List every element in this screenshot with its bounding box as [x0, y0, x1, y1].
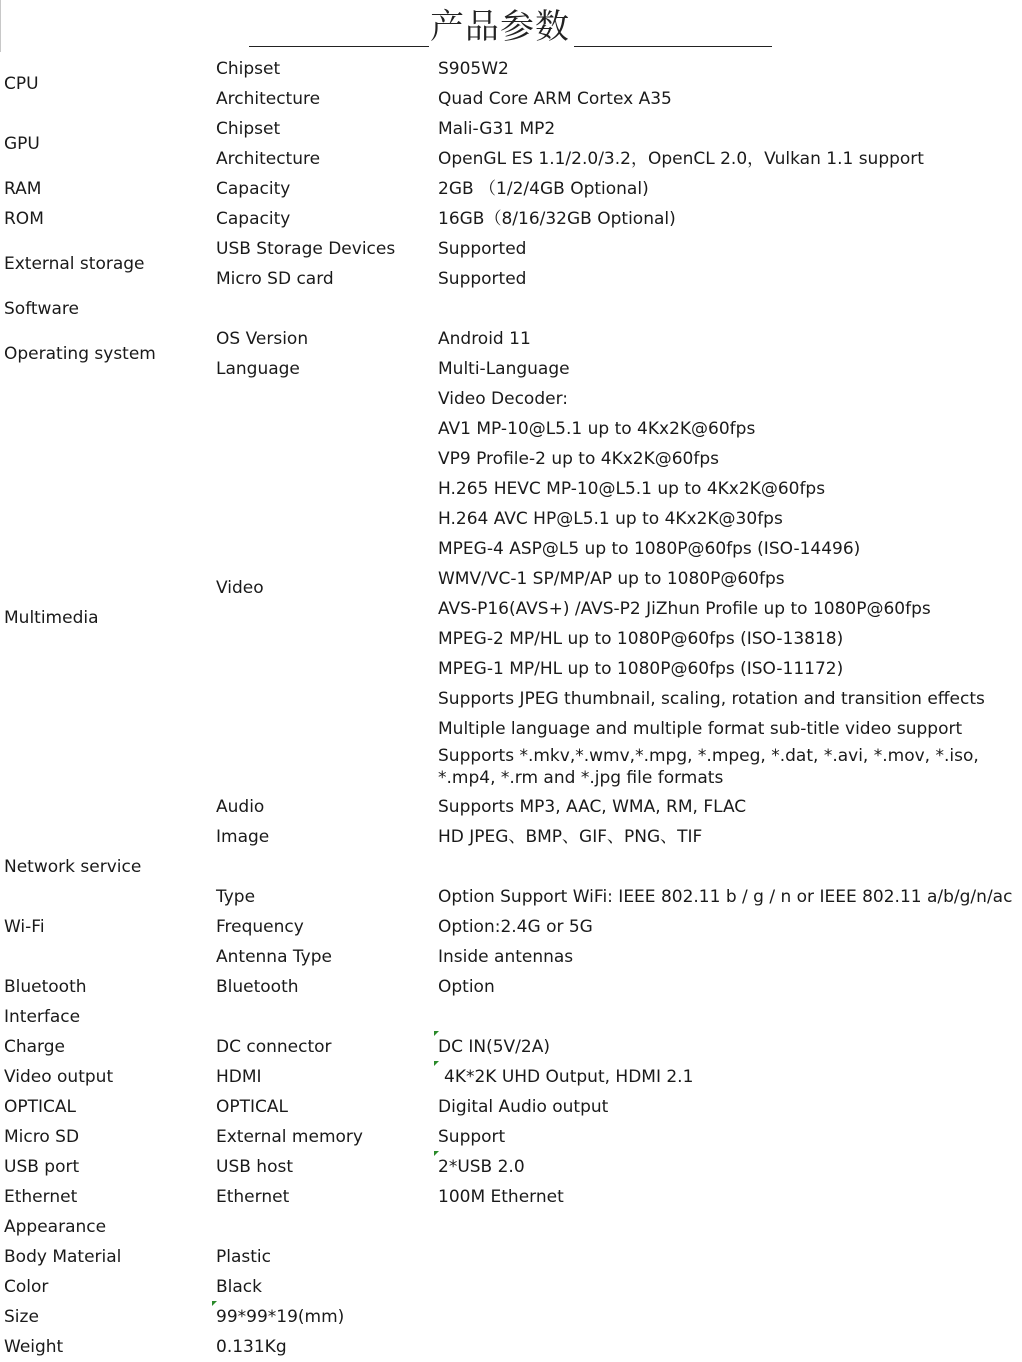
- category-cpu: CPU: [4, 74, 39, 94]
- spec-label: Image: [216, 827, 270, 847]
- table-row: [0, 1062, 1022, 1092]
- spec-category: Network service: [4, 857, 142, 877]
- table-row: [0, 1272, 1022, 1302]
- spec-value: Mali-G31 MP2: [438, 119, 556, 139]
- table-row: [0, 114, 1022, 144]
- spec-value: 2*USB 2.0: [438, 1157, 525, 1177]
- cell-comment-marker: [434, 1031, 439, 1036]
- table-row: [0, 144, 1022, 174]
- page-header: [0, 0, 1022, 56]
- spec-label: USB host: [216, 1157, 293, 1177]
- spec-category: Video output: [4, 1067, 114, 1087]
- table-row: [0, 1302, 1022, 1332]
- spec-label: Bluetooth: [216, 977, 299, 997]
- video-formats: Supports *.mkv,*.wmv,*.mpg, *.mpeg, *.dat, *.avi, *.mov, *.iso, *.mp4, *.rm and *.jpg file formats: [438, 746, 979, 788]
- table-row: [0, 822, 1022, 852]
- spec-category: Micro SD: [4, 1127, 80, 1147]
- spec-label: HDMI: [216, 1067, 262, 1087]
- spec-label: Capacity: [216, 179, 291, 199]
- table-row: [0, 204, 1022, 234]
- video-line: [0, 654, 1022, 684]
- spec-label: Capacity: [216, 209, 291, 229]
- table-row: [0, 1242, 1022, 1272]
- table-row: [0, 942, 1022, 972]
- spec-value: Quad Core ARM Cortex A35: [438, 89, 672, 109]
- category-external-storage: External storage: [4, 254, 145, 274]
- spec-label: Chipset: [216, 59, 281, 79]
- video-line: [0, 624, 1022, 654]
- spec-label: Antenna Type: [216, 947, 332, 967]
- spec-label: DC connector: [216, 1037, 332, 1057]
- title-underline-right: [574, 46, 772, 47]
- table-row: [0, 294, 1022, 324]
- table-row: [0, 84, 1022, 114]
- spec-category: Body Material: [4, 1247, 122, 1267]
- spec-category: Color: [4, 1277, 49, 1297]
- spec-value: MPEG-2 MP/HL up to 1080P@60fps (ISO-13818): [438, 629, 844, 649]
- spec-value: Supported: [438, 239, 527, 259]
- table-row: [0, 1122, 1022, 1152]
- spec-category: Ethernet: [4, 1187, 78, 1207]
- table-row: [0, 264, 1022, 294]
- spec-value: MPEG-1 MP/HL up to 1080P@60fps (ISO-11172): [438, 659, 844, 679]
- video-line: [0, 444, 1022, 474]
- spec-value: Video Decoder:: [438, 389, 568, 409]
- spec-value: Multi-Language: [438, 359, 570, 379]
- spec-value: WMV/VC-1 SP/MP/AP up to 1080P@60fps: [438, 569, 785, 589]
- spec-value: DC IN(5V/2A): [438, 1037, 550, 1057]
- category-gpu: GPU: [4, 134, 40, 154]
- video-line: [0, 504, 1022, 534]
- spec-label: Architecture: [216, 149, 321, 169]
- spec-label: Frequency: [216, 917, 304, 937]
- video-label: Video: [216, 578, 264, 598]
- spec-value: 2GB （1/2/4GB Optional): [438, 179, 649, 199]
- spec-label: OPTICAL: [216, 1097, 289, 1117]
- spec-value: H.265 HEVC MP-10@L5.1 up to 4Kx2K@60fps: [438, 479, 826, 499]
- spec-category: Charge: [4, 1037, 66, 1057]
- category-wifi: Wi-Fi: [4, 917, 45, 937]
- cell-comment-marker: [434, 1151, 439, 1156]
- spec-category: RAM: [4, 179, 42, 199]
- spec-value: VP9 Profile-2 up to 4Kx2K@60fps: [438, 449, 720, 469]
- spec-label: Ethernet: [216, 1187, 290, 1207]
- spec-label: Audio: [216, 797, 265, 817]
- spec-value: Supports JPEG thumbnail, scaling, rotation and transition effects: [438, 689, 985, 709]
- table-row: [0, 1092, 1022, 1122]
- spec-label: Micro SD card: [216, 269, 334, 289]
- spec-value: 100M Ethernet: [438, 1187, 564, 1207]
- spec-value: Support: [438, 1127, 506, 1147]
- spec-value: Inside antennas: [438, 947, 574, 967]
- table-row: [0, 1152, 1022, 1182]
- spec-value: OpenGL ES 1.1/2.0/3.2，OpenCL 2.0，Vulkan 1.1 support: [438, 149, 924, 169]
- spec-value: HD JPEG、BMP、GIF、PNG、TIF: [438, 827, 703, 847]
- spec-value: Supports MP3, AAC, WMA, RM, FLAC: [438, 797, 747, 817]
- table-row: [0, 1002, 1022, 1032]
- spec-label: USB Storage Devices: [216, 239, 396, 259]
- spec-value: Supported: [438, 269, 527, 289]
- page-title: 产品参数: [430, 7, 570, 47]
- spec-value: MPEG-4 ASP@L5 up to 1080P@60fps (ISO-14496): [438, 539, 861, 559]
- video-line: [0, 564, 1022, 594]
- spec-label: Type: [216, 887, 256, 907]
- spec-label: Black: [216, 1277, 262, 1297]
- table-row: [0, 912, 1022, 942]
- spec-value: 16GB（8/16/32GB Optional): [438, 209, 676, 229]
- video-line: [0, 594, 1022, 624]
- video-line: [0, 474, 1022, 504]
- spec-category: ROM: [4, 209, 44, 229]
- category-multimedia: Multimedia: [4, 608, 99, 628]
- spec-category: Interface: [4, 1007, 81, 1027]
- spec-value: AV1 MP-10@L5.1 up to 4Kx2K@60fps: [438, 419, 756, 439]
- video-line: [0, 714, 1022, 744]
- spec-value: S905W2: [438, 59, 509, 79]
- table-row: [0, 852, 1022, 882]
- table-row: [0, 174, 1022, 204]
- table-row: [0, 792, 1022, 822]
- title-underline-left: [249, 46, 429, 47]
- spec-category: USB port: [4, 1157, 80, 1177]
- spec-category: OPTICAL: [4, 1097, 77, 1117]
- spec-category: Weight: [4, 1337, 64, 1357]
- table-row: [0, 882, 1022, 912]
- cell-comment-marker: [434, 1061, 439, 1066]
- spec-value: 4K*2K UHD Output, HDMI 2.1: [444, 1067, 694, 1087]
- spec-label: Plastic: [216, 1247, 271, 1267]
- video-line: [0, 384, 1022, 414]
- video-line: [0, 534, 1022, 564]
- spec-label: 99*99*19(mm): [216, 1307, 345, 1327]
- spec-label: External memory: [216, 1127, 363, 1147]
- table-row: [0, 1182, 1022, 1212]
- spec-value: Digital Audio output: [438, 1097, 609, 1117]
- table-row: [0, 1032, 1022, 1062]
- spec-value: Option: [438, 977, 495, 997]
- spec-value: Option Support WiFi: IEEE 802.11 b / g / n or IEEE 802.11 a/b/g/n/ac: [438, 887, 1013, 907]
- spec-label: Architecture: [216, 89, 321, 109]
- table-row: [0, 1332, 1022, 1362]
- table-row: [0, 972, 1022, 1002]
- spec-category: Size: [4, 1307, 39, 1327]
- spec-value: AVS-P16(AVS+) /AVS-P2 JiZhun Profile up to 1080P@60fps: [438, 599, 931, 619]
- table-row: [0, 1212, 1022, 1242]
- spec-label: 0.131Kg: [216, 1337, 287, 1357]
- spec-value: Option:2.4G or 5G: [438, 917, 593, 937]
- table-row: [0, 234, 1022, 264]
- section-heading: Software: [4, 299, 79, 319]
- table-row: [0, 54, 1022, 84]
- video-line: [0, 414, 1022, 444]
- spec-value: Android 11: [438, 329, 531, 349]
- spec-category: Bluetooth: [4, 977, 87, 997]
- video-line: [0, 684, 1022, 714]
- spec-label: OS Version: [216, 329, 309, 349]
- spec-value: H.264 AVC HP@L5.1 up to 4Kx2K@30fps: [438, 509, 783, 529]
- spec-value: Multiple language and multiple format sub-title video support: [438, 719, 963, 739]
- cell-comment-marker: [212, 1301, 217, 1306]
- category-operating-system: Operating system: [4, 344, 156, 364]
- spec-label: Chipset: [216, 119, 281, 139]
- spec-label: Language: [216, 359, 300, 379]
- spec-category: Appearance: [4, 1217, 107, 1237]
